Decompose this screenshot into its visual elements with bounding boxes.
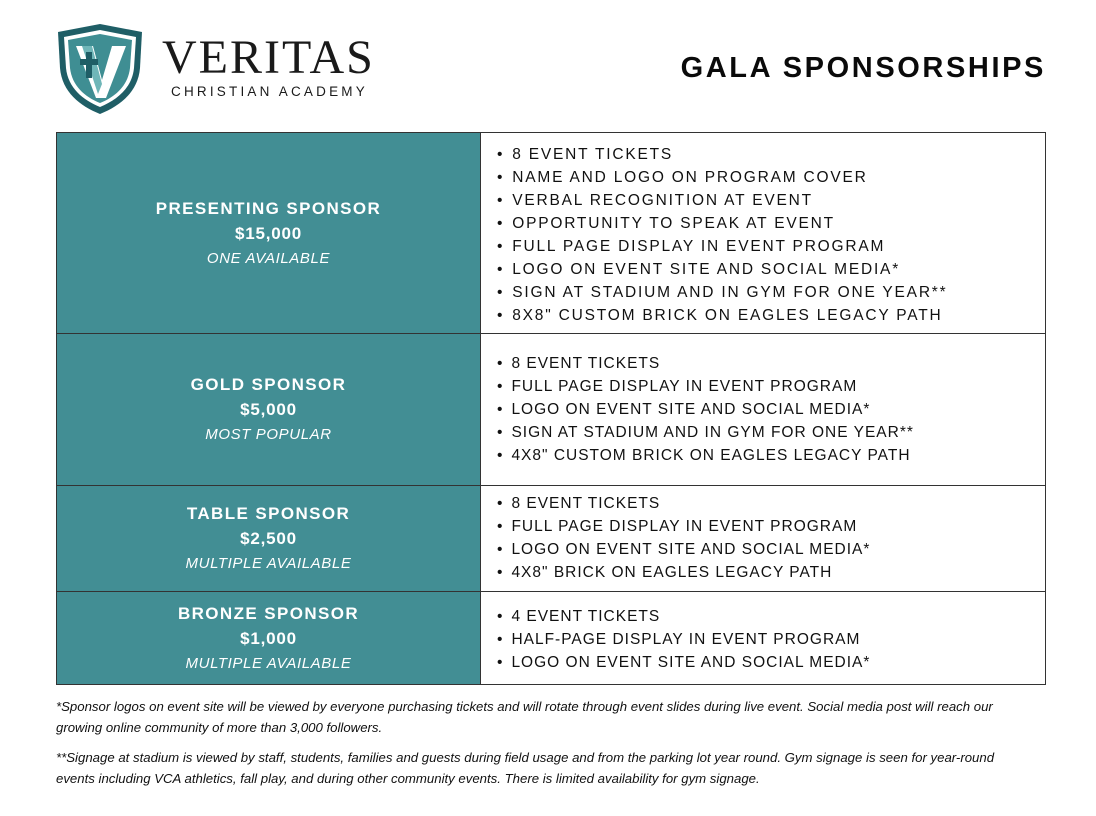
tier-name: GOLD SPONSOR <box>190 375 347 394</box>
benefit-item: • 4X8" CUSTOM BRICK ON EAGLES LEGACY PATH <box>497 444 1045 467</box>
benefit-item: • 8 EVENT TICKETS <box>497 352 1045 375</box>
tier-price: $1,000 <box>240 628 297 648</box>
benefit-item: • LOGO ON EVENT SITE AND SOCIAL MEDIA* <box>497 538 1045 561</box>
shield-cross-icon <box>56 22 144 116</box>
benefit-item: • HALF-PAGE DISPLAY IN EVENT PROGRAM <box>497 628 1045 651</box>
tier-row-presenting <box>57 133 1045 333</box>
benefit-list <box>481 486 1045 591</box>
benefit-item: • 8 EVENT TICKETS <box>497 143 1045 166</box>
benefit-item: • 8X8" CUSTOM BRICK ON EAGLES LEGACY PATH <box>497 304 1045 327</box>
tier-price: $5,000 <box>240 400 297 419</box>
benefit-list <box>481 334 1045 485</box>
tier-price: $2,500 <box>240 529 297 548</box>
brand-logo <box>56 22 386 118</box>
benefit-item: • LOGO ON EVENT SITE AND SOCIAL MEDIA* <box>497 398 1045 421</box>
tier-availability: MULTIPLE AVAILABLE <box>185 555 352 572</box>
benefit-item: • LOGO ON EVENT SITE AND SOCIAL MEDIA* <box>497 258 1045 281</box>
benefit-item: • NAME AND LOGO ON PROGRAM COVER <box>497 166 1045 189</box>
benefit-item: • VERBAL RECOGNITION AT EVENT <box>497 189 1045 212</box>
benefit-item: • SIGN AT STADIUM AND IN GYM FOR ONE YEAR** <box>497 421 1045 444</box>
benefit-list <box>481 133 1045 333</box>
footnote-social-media: *Sponsor logos on event site will be viewed by everyone purchasing tickets and will rotate through event slides during live event. Social media post will reach our growing online community of more than 3,000 followers. <box>56 699 993 735</box>
tier-name: BRONZE SPONSOR <box>177 603 360 623</box>
benefit-item: • 4X8" BRICK ON EAGLES LEGACY PATH <box>497 561 1045 584</box>
tier-name-cell <box>57 133 481 333</box>
benefit-item: • 4 EVENT TICKETS <box>497 605 1045 628</box>
tier-price: $15,000 <box>234 223 303 243</box>
brand-subtitle: CHRISTIAN ACADEMY <box>171 84 368 99</box>
tier-name: TABLE SPONSOR <box>186 504 351 523</box>
tier-availability: ONE AVAILABLE <box>206 249 331 267</box>
benefit-item: • OPPORTUNITY TO SPEAK AT EVENT <box>497 212 1045 235</box>
page-title: GALA SPONSORSHIPS <box>680 52 1046 84</box>
tier-name-cell <box>57 592 481 684</box>
benefit-item: • FULL PAGE DISPLAY IN EVENT PROGRAM <box>497 375 1045 398</box>
benefit-item: • FULL PAGE DISPLAY IN EVENT PROGRAM <box>497 235 1045 258</box>
tier-availability: MULTIPLE AVAILABLE <box>185 654 352 672</box>
tier-row-gold <box>57 333 1045 485</box>
tier-name: PRESENTING SPONSOR <box>155 198 382 218</box>
tier-row-bronze <box>57 591 1045 684</box>
tier-row-table <box>57 485 1045 591</box>
brand-name: VERITAS <box>162 31 375 84</box>
sponsorship-table <box>56 132 1046 685</box>
benefit-item: • SIGN AT STADIUM AND IN GYM FOR ONE YEAR** <box>497 281 1045 304</box>
tier-name-cell <box>57 334 481 485</box>
footnote-signage: **Signage at stadium is viewed by staff, students, families and guests during field usage and from the parking lot year round. Gym signage is seen for year-round events including VCA athletics, fall play, and during other community events. There is limited availability for gym signage. <box>56 750 995 786</box>
tier-availability: MOST POPULAR <box>205 426 332 443</box>
benefit-list <box>481 592 1045 684</box>
tier-name-cell <box>57 486 481 591</box>
benefit-item: • LOGO ON EVENT SITE AND SOCIAL MEDIA* <box>497 651 1045 674</box>
benefit-item: • 8 EVENT TICKETS <box>497 492 1045 515</box>
benefit-item: • FULL PAGE DISPLAY IN EVENT PROGRAM <box>497 515 1045 538</box>
